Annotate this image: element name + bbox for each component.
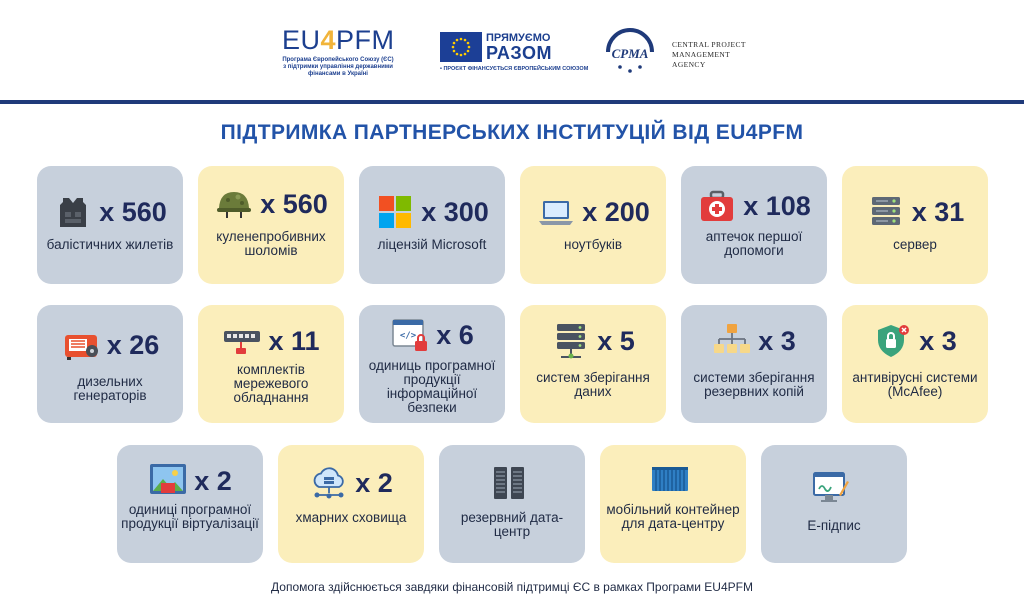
footer-note: Допомога здійснюється завдяки фінансовій підтримці ЄС в рамках Програми EU4PFM <box>271 580 753 594</box>
card-laptops <box>520 166 666 284</box>
wordmark-eu: EU <box>282 25 321 55</box>
cloud-storage-icon <box>309 463 349 503</box>
header-divider <box>0 100 1024 104</box>
generator-icon <box>61 325 101 365</box>
card-count: x 31 <box>911 196 965 227</box>
razom-line1: ПРЯМУЄМО <box>486 32 551 44</box>
e-signature-icon <box>811 469 851 509</box>
card-count: x 560 <box>260 188 328 219</box>
card-label: одиниці програмної продукції віртуалізації <box>121 502 259 531</box>
card-count: x 2 <box>194 465 232 496</box>
card-helmets <box>198 166 344 284</box>
wordmark-pfm: PFM <box>336 25 395 55</box>
card-security-software <box>359 305 505 423</box>
cpma-line3: AGENCY <box>672 60 706 69</box>
card-virtualization <box>117 445 263 563</box>
card-microsoft <box>359 166 505 284</box>
storage-system-icon <box>551 321 591 361</box>
card-label: системи зберігання резервних копій <box>693 370 815 399</box>
card-network-equipment <box>198 305 344 423</box>
wordmark-four: 4 <box>320 25 337 55</box>
card-label: ліцензій Microsoft <box>377 237 487 252</box>
card-label: балістичних жилетів <box>46 237 174 252</box>
card-count: x 3 <box>919 325 957 356</box>
card-label: сервер <box>893 237 937 252</box>
header <box>0 0 1024 100</box>
card-label: систем зберігання даних <box>536 370 650 399</box>
cpma-emblem-icon <box>600 22 660 80</box>
card-e-signature <box>761 445 907 563</box>
backup-tree-icon <box>712 321 752 361</box>
first-aid-icon <box>697 186 737 226</box>
cpma-line1: CENTRAL PROJECT <box>672 40 746 49</box>
card-label: одиниць програмної продукції інформаційної безпеки <box>368 358 496 415</box>
card-servers <box>842 166 988 284</box>
card-label: Е-підпис <box>807 518 861 533</box>
cpma-logo <box>600 22 750 80</box>
eu-flag-icon <box>440 32 482 62</box>
card-count: x 300 <box>421 196 489 227</box>
card-label: антивірусні системи (McAfee) <box>852 370 978 399</box>
svg-text:</>: </> <box>400 331 417 341</box>
card-label: мобільний контейнер для дата-центру <box>606 502 740 531</box>
vest-icon <box>53 192 93 232</box>
card-count: x 5 <box>597 325 635 356</box>
card-generators <box>37 305 183 423</box>
card-label: хмарних сховища <box>295 510 407 525</box>
card-label: резервний дата-центр <box>460 510 564 539</box>
container-icon <box>650 459 690 499</box>
card-antivirus <box>842 305 988 423</box>
datacenter-icon <box>489 463 529 503</box>
helmet-icon <box>214 184 254 224</box>
card-backup-datacenter <box>439 445 585 563</box>
card-first-aid <box>681 166 827 284</box>
card-ballistic-vests <box>37 166 183 284</box>
card-count: x 560 <box>99 196 167 227</box>
card-count: x 6 <box>436 319 474 350</box>
card-count: x 26 <box>106 329 160 360</box>
secure-code-icon <box>390 315 430 355</box>
card-mobile-container <box>600 445 746 563</box>
page-title: ПІДТРИМКА ПАРТНЕРСЬКИХ ІНСТИТУЦІЙ ВІД EU4PFM <box>220 121 804 144</box>
cpma-line2: MANAGEMENT <box>672 50 731 59</box>
eu4pfm-tagline: Програма Європейського Союзу (ЄС) з підтримки управління державними фінансами в Україні <box>282 57 394 77</box>
network-switch-icon <box>222 321 262 361</box>
microsoft-icon <box>375 192 415 232</box>
card-count: x 200 <box>582 196 650 227</box>
card-count: x 2 <box>355 467 393 498</box>
razom-subline: • ПРОЄКТ ФІНАНСУЄТЬСЯ ЄВРОПЕЙСЬКИМ СОЮЗОМ <box>440 66 589 72</box>
laptop-icon <box>536 192 576 232</box>
card-count: x 108 <box>743 190 811 221</box>
card-label: дизельних генераторів <box>73 374 147 403</box>
card-count: x 3 <box>758 325 796 356</box>
card-backup-systems <box>681 305 827 423</box>
server-icon <box>866 192 906 232</box>
antivirus-shield-icon <box>873 321 913 361</box>
card-storage-systems <box>520 305 666 423</box>
card-label: комплектів мережевого обладнання <box>233 362 309 405</box>
card-label: аптечок першої допомоги <box>705 229 803 258</box>
razom-logo <box>440 30 589 76</box>
card-label: куленепробивних шоломів <box>216 229 326 258</box>
cpma-emblem-text: CPMA <box>611 46 649 61</box>
card-count: x 11 <box>268 325 320 356</box>
card-label: ноутбуків <box>563 237 622 252</box>
razom-line2: РАЗОМ <box>486 43 552 63</box>
eu4pfm-logo <box>282 26 400 78</box>
virtualization-icon <box>148 461 188 501</box>
card-cloud-storage <box>278 445 424 563</box>
